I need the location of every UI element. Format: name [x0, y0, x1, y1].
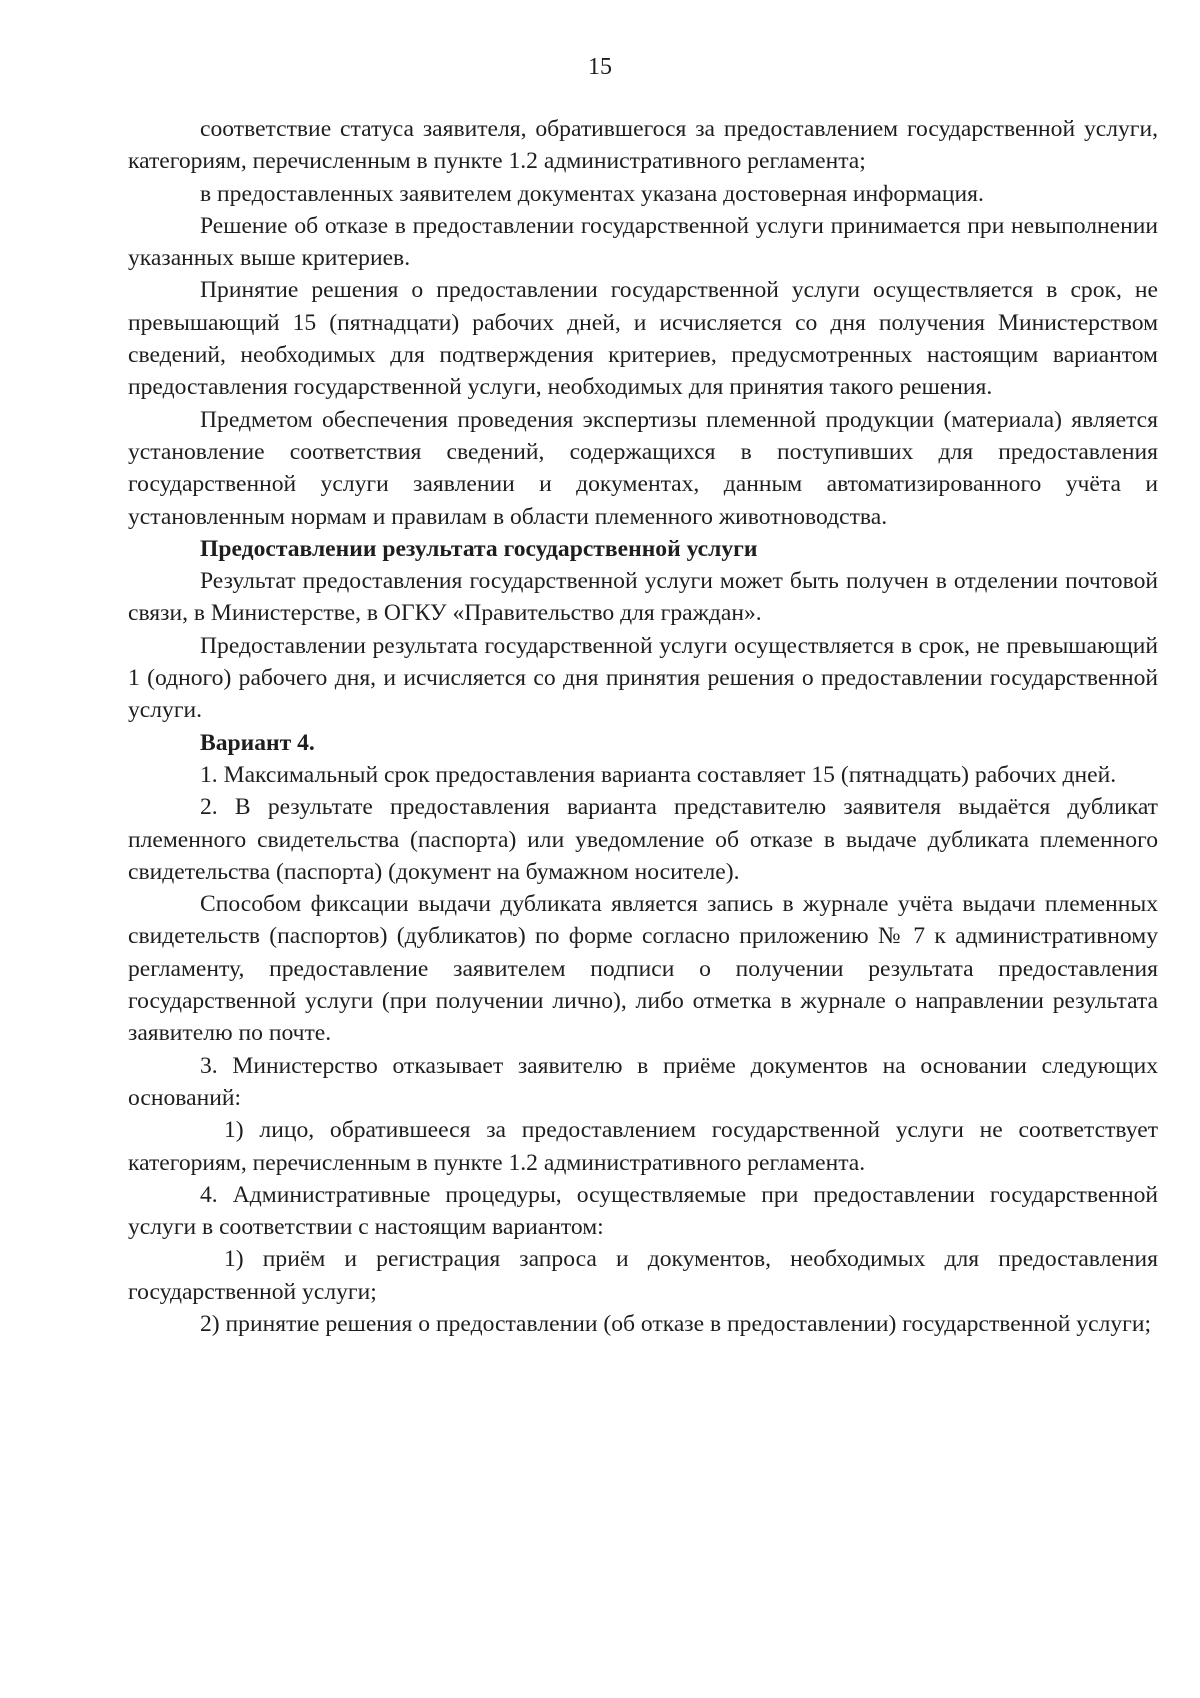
- paragraph-criteria-documents: в предоставленных заявителем документах указана достоверная информация.: [200, 180, 984, 207]
- paragraph-procedures: 4. Административные процедуры, осуществляемые при предоставлении государственной услуги в соответствии с настоящим вариантом:: [128, 1181, 1158, 1241]
- paragraph-refusal-decision: Решение об отказе в предоставлении государственной услуги принимается при невыполнении указанных выше критериев.: [128, 212, 1158, 272]
- paragraph-result-deadline: Предоставлении результата государственной услуги осуществляется в срок, не превышающий 1 (одного) рабочего дня, и исчисляется со дня принятия решения о предоставлении государственной услуги.: [128, 632, 1158, 724]
- paragraph-variant-max-term: 1. Максимальный срок предоставления варианта составляет 15 (пятнадцать) рабочих дней.: [200, 761, 1117, 788]
- section-heading-variant-4: Вариант 4.: [200, 729, 315, 756]
- paragraph-result-channels: Результат предоставления государственной услуги может быть получен в отделении почтовой связи, в Министерстве, в ОГКУ «Правительство для граждан».: [128, 568, 1158, 627]
- paragraph-variant-result: 2. В результате предоставления варианта представителю заявителя выдаётся дубликат племенного свидетельства (паспорта) или уведомление об отказе в выдаче дубликата племенного свидетельства (паспорта) (документ на бумажном носителе).: [128, 794, 1158, 885]
- list-item-procedure-2: 2) принятие решения о предоставлении (об отказе в предоставлении) государственной услуги;: [200, 1310, 1151, 1337]
- document-body: [128, 113, 1158, 1340]
- paragraph-criteria-status: соответствие статуса заявителя, обратившегося за предоставлением государственной услуги, категориям, перечисленным в пункте 1.2 административного регламента;: [128, 116, 1158, 175]
- section-heading-result: Предоставлении результата государственной услуги: [200, 535, 758, 562]
- paragraph-decision-deadline: Принятие решения о предоставлении государственной услуги осуществляется в срок, не превышающий 15 (пятнадцати) рабочих дней, и исчисляется со дня получения Министерством сведений, необходимых для подтверждения критериев, предусмотренных настоящим вариантом предоставления государственной услуги, необходимых для принятия такого решения.: [128, 277, 1158, 401]
- list-item-procedure-1: 1) приём и регистрация запроса и документов, необходимых для предоставления государственной услуги;: [128, 1246, 1158, 1305]
- paragraph-refusal-grounds: 3. Министерство отказывает заявителю в приёме документов на основании следующих оснований:: [128, 1052, 1158, 1111]
- page-number: 15: [588, 54, 612, 80]
- paragraph-expertise-subject: Предметом обеспечения проведения экспертизы племенной продукции (материала) является установление соответствия сведений, содержащихся в поступивших для предоставления государственной услуги заявлении и документах, данным автоматизированного учёта и установленным нормам и правилам в области племенного животноводства.: [128, 406, 1158, 530]
- list-item-refusal-ground-1: 1) лицо, обратившееся за предоставлением государственной услуги не соответствует категориям, перечисленным в пункте 1.2 административного регламента.: [128, 1117, 1158, 1176]
- paragraph-issuance-record: Способом фиксации выдачи дубликата является запись в журнале учёта выдачи племенных свидетельств (паспортов) (дубликатов) по форме согласно приложению № 7 к административному регламенту, предоставление заявителем подписи о получении результата предоставления государственной услуги (при получении лично), либо отметка в журнале о направлении результата заявителю по почте.: [128, 891, 1158, 1047]
